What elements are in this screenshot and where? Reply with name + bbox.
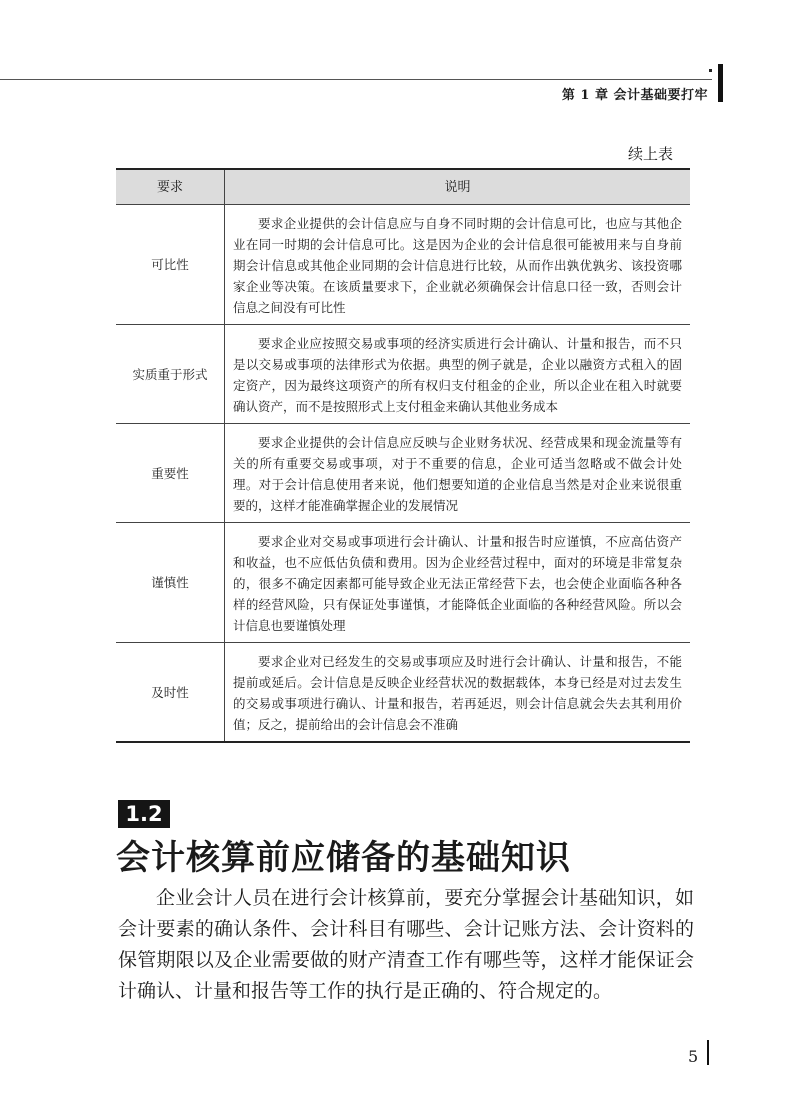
- requirement-term: 可比性: [116, 205, 225, 325]
- requirement-term: 谨慎性: [116, 523, 225, 643]
- requirement-description: 要求企业对已经发生的交易或事项应及时进行会计确认、计量和报告，不能提前或延后。会计信息是反映企业经营状况的数据载体，本身已经是对过去发生的交易或事项进行确认、计量和报告，若再延迟，则会计信息就会失去其利用价值；反之，提前给出的会计信息会不准确: [225, 643, 691, 743]
- table-row: [116, 424, 690, 523]
- section-title: 会计核算前应储备的基础知识: [116, 838, 571, 878]
- table-row: [116, 643, 690, 743]
- table-header-row: [116, 169, 690, 205]
- footer-bar: [707, 1040, 709, 1065]
- requirement-term: 重要性: [116, 424, 225, 523]
- column-header-requirement: 要求: [116, 169, 225, 205]
- header-dot: [709, 69, 712, 72]
- requirement-description: 要求企业提供的会计信息应与自身不同时期的会计信息可比，也应与其他企业在同一时期的会计信息可比。这是因为企业的会计信息很可能被用来与自身前期会计信息或其他企业同期的会计信息进行比较，从而作出孰优孰劣、该投资哪家企业等决策。在该质量要求下，企业就必须确保会计信息口径一致，否则会计信息之间没有可比性: [225, 205, 691, 325]
- requirements-table: [116, 168, 690, 743]
- requirement-description: 要求企业提供的会计信息应反映与企业财务状况、经营成果和现金流量等有关的所有重要交易或事项，对于不重要的信息，企业可适当忽略或不做会计处理。对于会计信息使用者来说，他们想要知道的企业信息当然是对企业来说很重要的，这样才能准确掌握企业的发展情况: [225, 424, 691, 523]
- requirement-term: 实质重于形式: [116, 325, 225, 424]
- header-rule: [0, 79, 712, 80]
- requirement-term: 及时性: [116, 643, 225, 743]
- table-row: [116, 523, 690, 643]
- page-number: 5: [688, 1047, 699, 1066]
- requirement-description: 要求企业应按照交易或事项的经济实质进行会计确认、计量和报告，而不只是以交易或事项的法律形式为依据。典型的例子就是，企业以融资方式租入的固定资产，因为最终这项资产的所有权归支付租金的企业，所以企业在租入时就要确认资产，而不是按照形式上支付租金来确认其他业务成本: [225, 325, 691, 424]
- table-row: [116, 325, 690, 424]
- column-header-description: 说明: [225, 169, 691, 205]
- section-number-badge: 1.2: [118, 800, 170, 828]
- body-paragraph: 企业会计人员在进行会计核算前，要充分掌握会计基础知识，如会计要素的确认条件、会计科目有哪些、会计记账方法、会计资料的保管期限以及企业需要做的财产清查工作有哪些等，这样才能保证会计确认、计量和报告等工作的执行是正确的、符合规定的。: [118, 887, 694, 1002]
- table-row: [116, 205, 690, 325]
- header-bar: [718, 64, 723, 102]
- requirement-description: 要求企业对交易或事项进行会计确认、计量和报告时应谨慎，不应高估资产和收益，也不应低估负债和费用。因为企业经营过程中，面对的环境是非常复杂的，很多不确定因素都可能导致企业无法正常经营下去，也会使企业面临各种各样的经营风险，只有保证处事谨慎，才能降低企业面临的各种经营风险。所以会计信息也要谨慎处理: [225, 523, 691, 643]
- table-continued-label: 续上表: [628, 145, 674, 163]
- running-header-title: 第 1 章 会计基础要打牢: [561, 88, 708, 103]
